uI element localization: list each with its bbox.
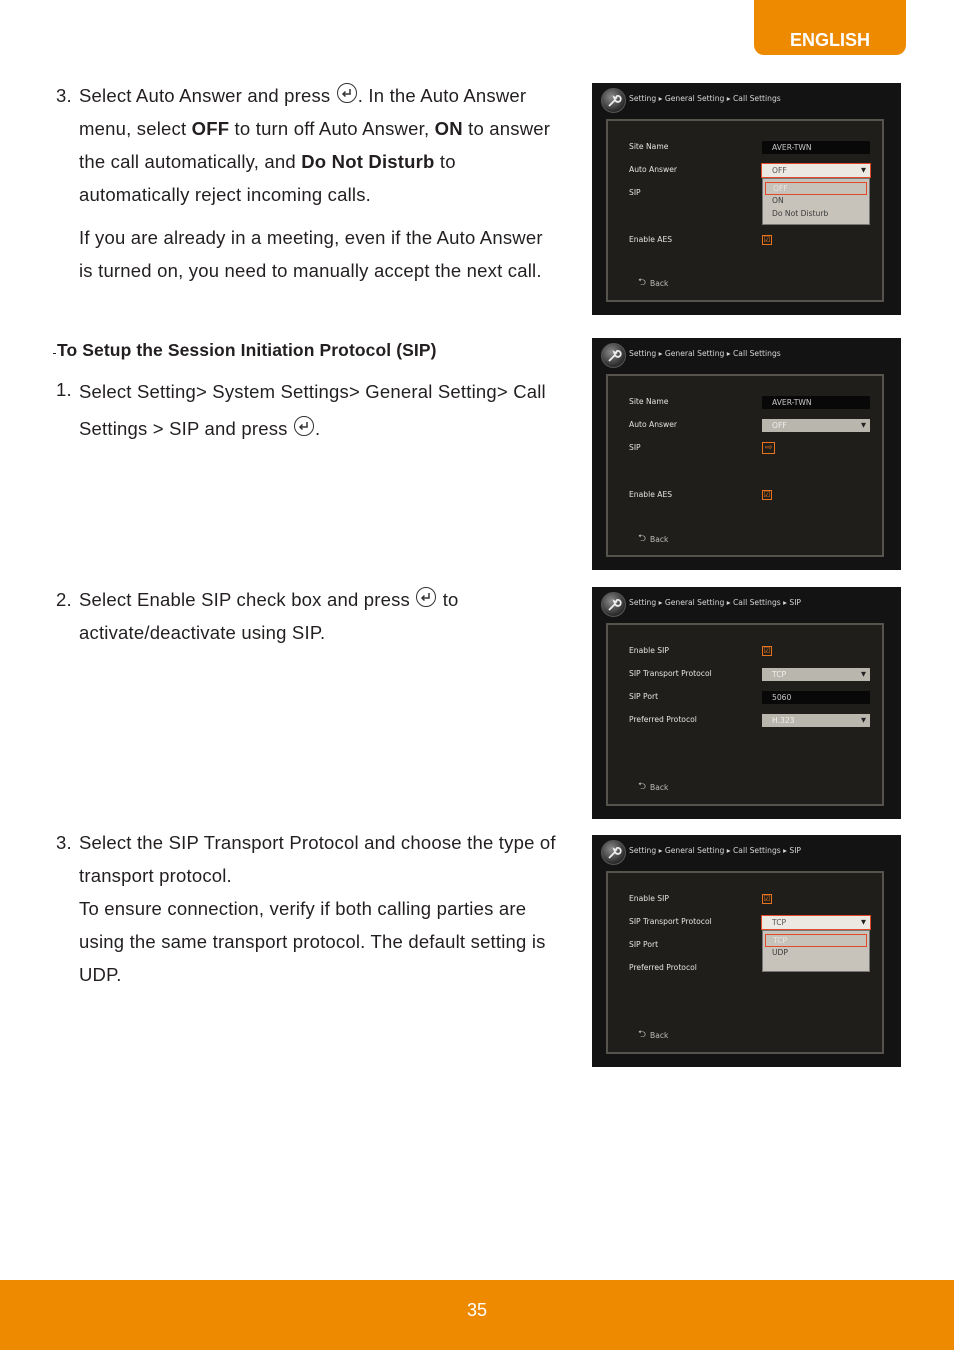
enable-sip-checkbox[interactable]: ☑ xyxy=(763,894,771,903)
page-footer xyxy=(0,1280,954,1350)
sip-transport-label: SIP Transport Protocol xyxy=(629,669,712,678)
step-text: Select the SIP Transport Protocol and choose the type of transport protocol. xyxy=(79,832,556,886)
step-note: To ensure connection, verify if both calling parties are using the same transport protocol. The default setting is UDP. xyxy=(79,898,546,985)
enable-aes-label: Enable AES xyxy=(629,235,673,244)
preferred-protocol-label: Preferred Protocol xyxy=(629,715,697,724)
enable-sip-label: Enable SIP xyxy=(629,894,669,903)
auto-answer-value: OFF xyxy=(772,421,787,430)
settings-panel xyxy=(606,119,884,302)
auto-answer-select[interactable] xyxy=(762,164,870,177)
sip-label: SIP xyxy=(629,188,641,197)
chevron-down-icon: ▼ xyxy=(861,166,866,174)
step-text xyxy=(56,583,556,649)
enable-sip-label: Enable SIP xyxy=(629,646,669,655)
note-paragraph: If you are already in a meeting, even if the Auto Answer is turned on, you need to manually accept the next call. xyxy=(79,227,543,281)
step-number: 3. xyxy=(56,85,72,106)
screenshot-call-settings xyxy=(592,338,901,570)
enter-key-icon xyxy=(337,83,357,103)
enable-aes-checkbox[interactable]: ☑ xyxy=(763,490,771,499)
enable-sip-checkbox[interactable]: ☑ xyxy=(763,646,771,655)
site-name-field[interactable]: AVER-TWN xyxy=(762,141,870,154)
auto-answer-label: Auto Answer xyxy=(629,165,678,174)
sip-transport-dropdown[interactable] xyxy=(762,930,870,972)
settings-panel xyxy=(606,374,884,557)
enable-aes-label: Enable AES xyxy=(629,490,673,499)
settings-panel xyxy=(606,623,884,806)
enter-key-icon xyxy=(294,416,314,436)
step-text-part: Select Setting> System Settings> General Setting> Call Settings > SIP and press xyxy=(79,381,546,439)
wrench-icon xyxy=(601,840,626,865)
auto-answer-value: OFF xyxy=(772,166,787,175)
screenshot-sip-transport-menu xyxy=(592,835,901,1067)
sip-port-field[interactable]: 5060 xyxy=(762,691,870,704)
back-button[interactable]: Back xyxy=(650,1031,669,1040)
wrench-icon xyxy=(601,88,626,113)
step-number: 1. xyxy=(56,379,72,400)
sip-enter-icon[interactable]: ⇨ xyxy=(762,442,775,454)
sip-port-label: SIP Port xyxy=(629,692,659,701)
step-text-part: Select Auto Answer and press xyxy=(79,85,336,106)
dropdown-option-on[interactable]: ON xyxy=(772,196,784,205)
language-tab xyxy=(754,0,906,55)
enable-aes-checkbox[interactable]: ☑ xyxy=(763,235,771,244)
sip-step-3 xyxy=(56,826,556,991)
step-text-part: . In the Auto Answer menu, select xyxy=(79,85,527,139)
back-button[interactable]: Back xyxy=(650,535,669,544)
auto-answer-dropdown[interactable] xyxy=(762,178,870,225)
enter-key-icon xyxy=(416,587,436,607)
site-name-label: Site Name xyxy=(629,397,669,406)
sip-port-label: SIP Port xyxy=(629,940,659,949)
sip-label: SIP xyxy=(629,443,641,452)
step-text xyxy=(56,79,556,211)
dropdown-option-udp[interactable]: UDP xyxy=(772,948,788,957)
option-do-not-disturb: Do Not Disturb xyxy=(301,151,435,172)
settings-panel xyxy=(606,871,884,1054)
wrench-icon xyxy=(601,592,626,617)
back-button[interactable]: Back xyxy=(650,279,669,288)
step-number: 2. xyxy=(56,589,72,610)
step-text xyxy=(56,373,556,447)
chevron-down-icon: ▼ xyxy=(861,670,866,678)
back-icon: ⮌ xyxy=(638,781,647,792)
back-icon: ⮌ xyxy=(638,533,647,544)
breadcrumb: Setting ▸ General Setting ▸ Call Settings xyxy=(629,349,781,358)
sip-step-2 xyxy=(56,583,556,649)
step-text-part: to answer the call automatically, and xyxy=(79,118,551,172)
sip-transport-value: TCP xyxy=(772,918,787,927)
site-name-field[interactable]: AVER-TWN xyxy=(762,396,870,409)
preferred-protocol-select[interactable] xyxy=(762,714,870,727)
page-number: 35 xyxy=(466,1300,488,1320)
breadcrumb: Setting ▸ General Setting ▸ Call Settings ▸ SIP xyxy=(629,846,802,855)
preferred-protocol-value: H.323 xyxy=(772,716,795,725)
back-icon: ⮌ xyxy=(638,277,647,288)
dropdown-option-tcp[interactable]: TCP xyxy=(765,934,867,947)
step-text-part: to turn off Auto Answer, xyxy=(229,118,435,139)
breadcrumb: Setting ▸ General Setting ▸ Call Settings xyxy=(629,94,781,103)
chevron-down-icon: ▼ xyxy=(861,918,866,926)
auto-answer-label: Auto Answer xyxy=(629,420,678,429)
back-button[interactable]: Back xyxy=(650,783,669,792)
step-text-part: to activate/deactivate using SIP. xyxy=(79,589,459,643)
preferred-protocol-label: Preferred Protocol xyxy=(629,963,697,972)
auto-answer-select[interactable] xyxy=(762,419,870,432)
breadcrumb: Setting ▸ General Setting ▸ Call Settings ▸ SIP xyxy=(629,598,802,607)
language-label: ENGLISH xyxy=(789,30,870,50)
auto-answer-step xyxy=(56,79,556,287)
screenshot-auto-answer-menu xyxy=(592,83,901,315)
back-icon: ⮌ xyxy=(638,1029,647,1040)
step-text-part: . xyxy=(314,418,321,439)
wrench-icon xyxy=(601,343,626,368)
sip-transport-value: TCP xyxy=(772,670,787,679)
chevron-down-icon: ▼ xyxy=(861,421,866,429)
sip-transport-select[interactable] xyxy=(762,668,870,681)
sip-transport-select[interactable] xyxy=(762,916,870,929)
step-text-part: to automatically reject incoming calls. xyxy=(79,151,456,205)
option-off: OFF xyxy=(191,118,230,139)
sip-step-1 xyxy=(56,373,556,447)
screenshot-sip-settings xyxy=(592,587,901,819)
step-number: 3. xyxy=(56,832,72,853)
option-on: ON xyxy=(434,118,463,139)
sip-transport-label: SIP Transport Protocol xyxy=(629,917,712,926)
site-name-label: Site Name xyxy=(629,142,669,151)
step-text-part: Select Enable SIP check box and press xyxy=(79,589,416,610)
chevron-down-icon: ▼ xyxy=(861,716,866,724)
dropdown-option-do-not-disturb[interactable]: Do Not Disturb xyxy=(772,209,829,218)
dropdown-option-off[interactable]: OFF xyxy=(765,182,867,195)
section-title: To Setup the Session Initiation Protocol (SIP) xyxy=(57,340,437,360)
